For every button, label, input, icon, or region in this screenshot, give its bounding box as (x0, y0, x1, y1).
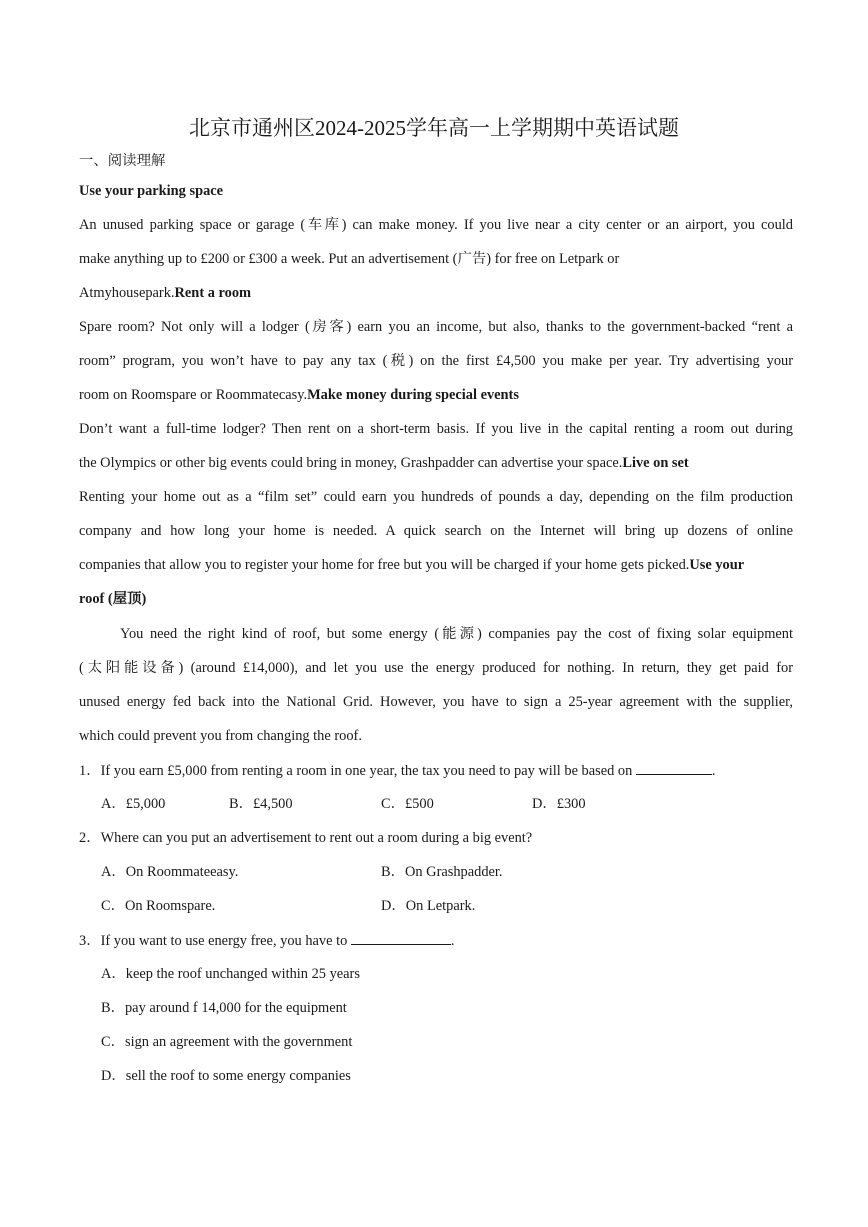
option-2b[interactable]: B．On Grashpadder. (381, 864, 503, 880)
heading-use-roof: Use your (689, 557, 745, 573)
section-heading: 一、阅读理解 (79, 153, 166, 169)
passage-line (79, 555, 793, 575)
option-2d[interactable]: D．On Letpark. (381, 898, 476, 914)
passage-line: unused energy fed back into the National Grid. However, you have to sign a 25-year agreement with the supplier, (79, 694, 793, 710)
passage-line (79, 283, 793, 303)
option-2a[interactable]: A．On Roommateeasy. (101, 864, 239, 880)
page-title: 北京市通州区2024-2025学年高一上学期期中英语试题 (189, 116, 679, 140)
option-3b[interactable]: B．pay around f 14,000 for the equipment (101, 1000, 347, 1016)
option-3a[interactable]: A．keep the roof unchanged within 25 years (101, 966, 360, 982)
passage-line: Spare room? Not only will a lodger (房客) earn you an income, but also, thanks to the government-backed “rent a (79, 319, 793, 335)
passage-text: companies that allow you to register your home for free but you will be charged if your home gets picked. (79, 557, 690, 573)
heading-parking: Use your parking space (79, 183, 224, 199)
passage-line: company and how long your home is needed. A quick search on the Internet will bring up dozens of online (79, 523, 793, 539)
passage-line: Don’t want a full-time lodger? Then rent on a short-term basis. If you live in the capital renting a room out during (79, 421, 793, 437)
question-end: . (711, 763, 716, 779)
option-3c[interactable]: C．sign an agreement with the government (101, 1034, 353, 1050)
heading-special-events: Make money during special events (307, 387, 519, 403)
passage-text: room on Roomspare or Roommatecasy. (79, 387, 308, 403)
passage-line: You need the right kind of roof, but some energy (能源) companies pay the cost of fixing solar equipment (120, 626, 793, 642)
passage-heading (79, 181, 793, 201)
heading-live-on-set: Live on set (622, 455, 689, 471)
passage-text: Atmyhousepark. (79, 285, 175, 301)
passage-line: which could prevent you from changing the roof. (79, 728, 362, 744)
passage-line (79, 453, 793, 473)
answer-blank[interactable] (351, 930, 451, 945)
option-1a[interactable]: A．£5,000 (101, 796, 166, 812)
option-1d[interactable]: D．£300 (532, 796, 586, 812)
question-2: 2．Where can you put an advertisement to rent out a room during a big event? (79, 830, 533, 846)
passage-line: Renting your home out as a “film set” could earn you hundreds of pounds a day, depending on the film production (79, 489, 793, 505)
passage-text: the Olympics or other big events could bring in money, Grashpadder can advertise your space. (79, 455, 623, 471)
question-end: . (450, 933, 455, 949)
answer-blank[interactable] (636, 760, 712, 775)
heading-rent-room: Rent a room (174, 285, 252, 301)
option-2c[interactable]: C．On Roomspare. (101, 898, 216, 914)
option-1b[interactable]: B．£4,500 (229, 796, 293, 812)
option-1c[interactable]: C．£500 (381, 796, 434, 812)
passage-line: (太阳能设备) (around £14,000), and let you use the energy produced for nothing. In return, they get paid for (79, 660, 793, 676)
question-stem: 1．If you earn £5,000 from renting a room in one year, the tax you need to pay will be based on (79, 763, 633, 779)
passage-line: An unused parking space or garage (车库) can make money. If you live near a city center or an airport, you could (79, 217, 793, 233)
passage-line: make anything up to £200 or £300 a week. Put an advertisement (广告) for free on Letpark or (79, 251, 620, 267)
passage-line: room” program, you won’t have to pay any tax (税) on the first £4,500 you make per year. Try advertising your (79, 353, 793, 369)
question-3 (79, 930, 793, 951)
question-stem: 3．If you want to use energy free, you have to (79, 933, 348, 949)
option-3d[interactable]: D．sell the roof to some energy companies (101, 1068, 351, 1084)
passage-line (79, 385, 793, 405)
passage-line (79, 589, 793, 609)
question-1 (79, 760, 793, 781)
heading-use-roof-cont: roof (屋顶) (79, 591, 147, 607)
